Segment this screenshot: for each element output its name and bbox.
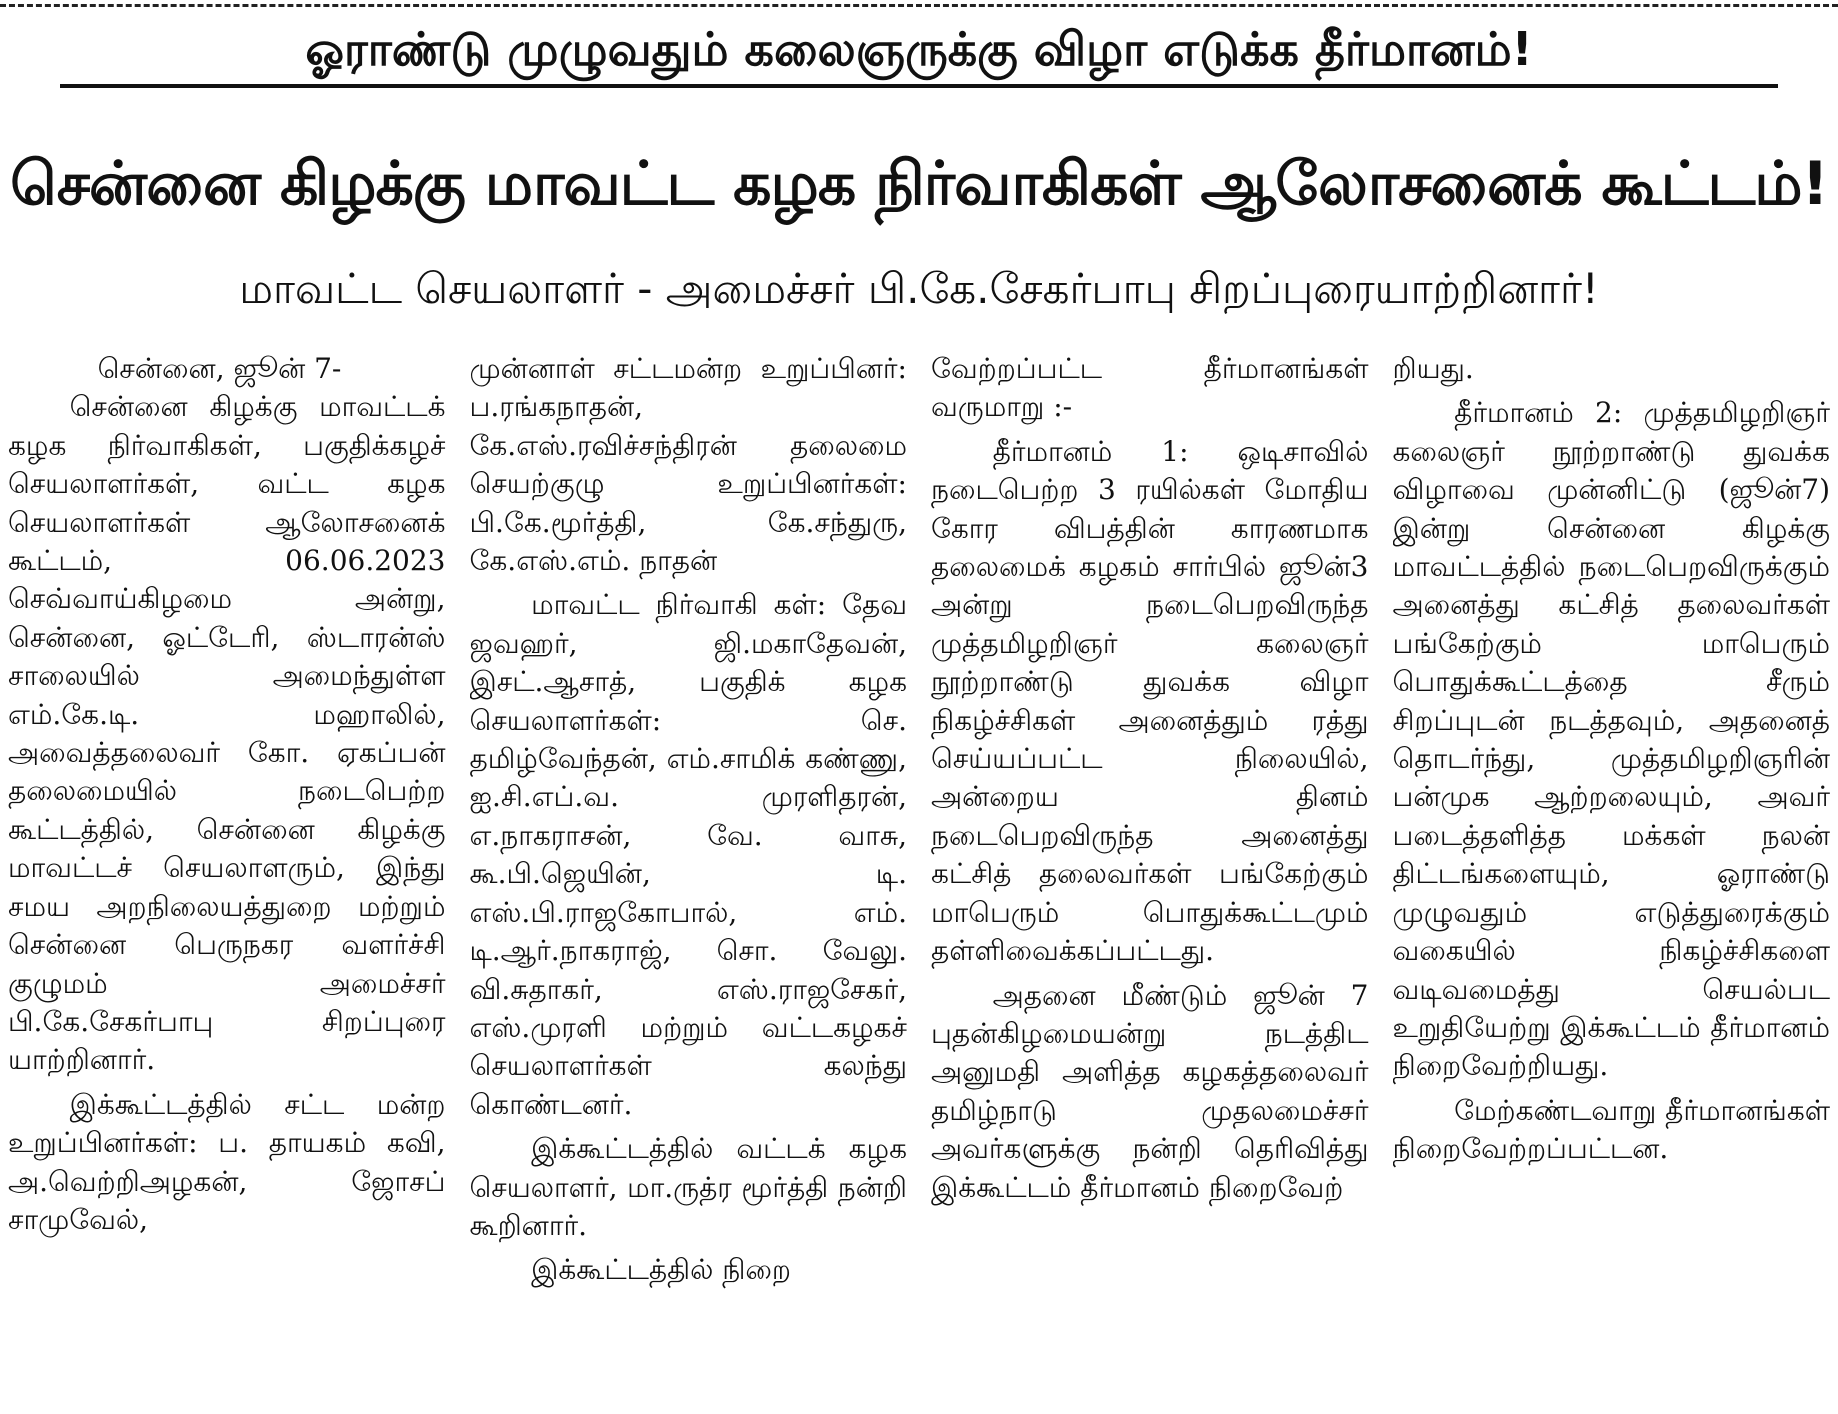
article-paragraph: இக்கூட்டத்தில் சட்ட மன்ற உறுப்பினர்கள்: ப. தாயகம் கவி, அ.வெற்றிஅழகன், ஜோசப் சாமுவேல்,: [8, 1087, 446, 1236]
main-headline: சென்னை கிழக்கு மாவட்ட கழக நிர்வாகிகள் ஆலோசனைக் கூட்டம்!: [10, 149, 1828, 219]
article-paragraph: இக்கூட்டத்தில் வட்டக் கழக செயலாளர், மா.ருத்ர மூர்த்தி நன்றி கூறினார்.: [469, 1132, 907, 1242]
article-paragraph: முன்னாள் சட்டமன்ற உறுப்பினர்: ப.ரங்கநாதன், கே.எஸ்.ரவிச்சந்திரன் தலைமை செயற்குழு உறுப்பினர்கள்: பி.கே.மூர்த்தி, கே.சந்துரு, கே.எஸ்.எம். நாதன்: [469, 352, 907, 578]
article-paragraph: வேற்றப்பட்ட தீர்மானங்கள் வருமாறு :-: [931, 352, 1369, 424]
article-column-4: [1393, 350, 1831, 1410]
article-column-1: [8, 350, 446, 1410]
article-paragraph: இக்கூட்டத்தில் நிறை: [531, 1253, 791, 1287]
article-column-2: [470, 350, 908, 1410]
article-body: [8, 350, 1830, 1410]
article-paragraph: றியது.: [1392, 352, 1474, 385]
dateline: சென்னை, ஜூன் 7-: [97, 352, 342, 385]
sub-headline: மாவட்ட செயலாளர் - அமைச்சர் பி.கே.சேகர்பாபு சிறப்புரையாற்றினார்!: [239, 264, 1599, 313]
article-column-3: [931, 350, 1369, 1410]
article-paragraph: அதனை மீண்டும் ஜூன் 7 புதன்கிழமையன்று நடத்திட அனுமதி அளித்த கழகத்தலைவர் தமிழ்நாடு முதலமைச்சர் அவர்களுக்கு நன்றி தெரிவித்து இக்கூட்டம் தீர்மானம் நிறைவேற்: [931, 978, 1369, 1204]
article-paragraph: தீர்மானம் 2: முத்தமிழறிஞர் கலைஞர் நூற்றாண்டு துவக்க விழாவை முன்னிட்டு (ஜூன்7) இன்று சென்னை கிழக்கு மாவட்டத்தில் நடைபெறவிருக்கும் அனைத்து கட்சித் தலைவர்கள் பங்கேற்கும் மாபெரும் பொதுக்கூட்டத்தை சீரும் சிறப்புடன் நடத்தவும், அதனைத் தொடர்ந்து, முத்தமிழறிஞரின் பன்முக ஆற்றலையும், அவர் படைத்தளித்த மக்கள் நலன் திட்டங்களையும், ஓராண்டு முழுவதும் எடுத்துரைக்கும் வகையில் நிகழ்ச்சிகளை வடிவமைத்து செயல்பட உறுதியேற்று இக்கூட்டம் தீர்மானம் நிறைவேற்றியது.: [1392, 396, 1830, 1083]
article-paragraph: மேற்கண்டவாறு தீர்மானங்கள் நிறைவேற்றப்பட்டன.: [1392, 1093, 1830, 1166]
top-dashed-rule: [0, 4, 1838, 7]
article-paragraph: சென்னை கிழக்கு மாவட்டக் கழக நிர்வாகிகள், பகுதிக்கழச் செயலாளர்கள், வட்ட கழக செயலாளர்கள் ஆலோசனைக் கூட்டம், 06.06.2023 செவ்வாய்கிழமை அன்று, சென்னை, ஓட்டேரி, ஸ்டாரன்ஸ் சாலையில் அமைந்துள்ள எம்.கே.டி. மஹாலில், அவைத்தலைவர் கோ. ஏகப்பன் தலைமையில் நடைபெற்ற கூட்டத்தில், சென்னை கிழக்கு மாவட்டச் செயலாளரும், இந்து சமய அறநிலையத்துறை மற்றும் சென்னை பெருநகர வளர்ச்சி குழுமம் அமைச்சர் பி.கே.சேகர்பாபு சிறப்புரை யாற்றினார்.: [8, 390, 446, 1077]
article-paragraph: மாவட்ட நிர்வாகி கள்: தேவ ஜவஹர், ஜி.மகாதேவன், இசட்.ஆசாத், பகுதிக் கழக செயலாளர்கள்: செ. தமிழ்வேந்தன், எம்.சாமிக் கண்ணு, ஐ.சி.எப்.வ. முரளிதரன், எ.நாகராசன், வே. வாசு, கூ.பி.ஜெயின், டி. எஸ்.பி.ராஜகோபால், எம். டி.ஆர்.நாகராஜ், சொ. வேலு. வி.சுதாகர், எஸ்.ராஜசேகர், எஸ்.முரளி மற்றும் வட்டகழகச் செயலாளர்கள் கலந்து கொண்டனர்.: [469, 588, 907, 1121]
article-paragraph: தீர்மானம் 1: ஒடிசாவில் நடைபெற்ற 3 ரயில்கள் மோதிய கோர விபத்தின் காரணமாக தலைமைக் கழகம் சார்பில் ஜூன்3 அன்று நடைபெறவிருந்த முத்தமிழறிஞர் கலைஞர் நூற்றாண்டு துவக்க விழா நிகழ்ச்சிகள் அனைத்தும் ரத்து செய்யப்பட்ட நிலையில், அன்றைய தினம் நடைபெறவிருந்த அனைத்து கட்சித் தலைவர்கள் பங்கேற்கும் மாபெரும் பொதுக்கூட்டமும் தள்ளிவைக்கப்பட்டது.: [931, 434, 1369, 968]
kicker-headline: ஓராண்டு முழுவதும் கலைஞருக்கு விழா எடுக்க தீர்மானம்!: [60, 14, 1778, 88]
